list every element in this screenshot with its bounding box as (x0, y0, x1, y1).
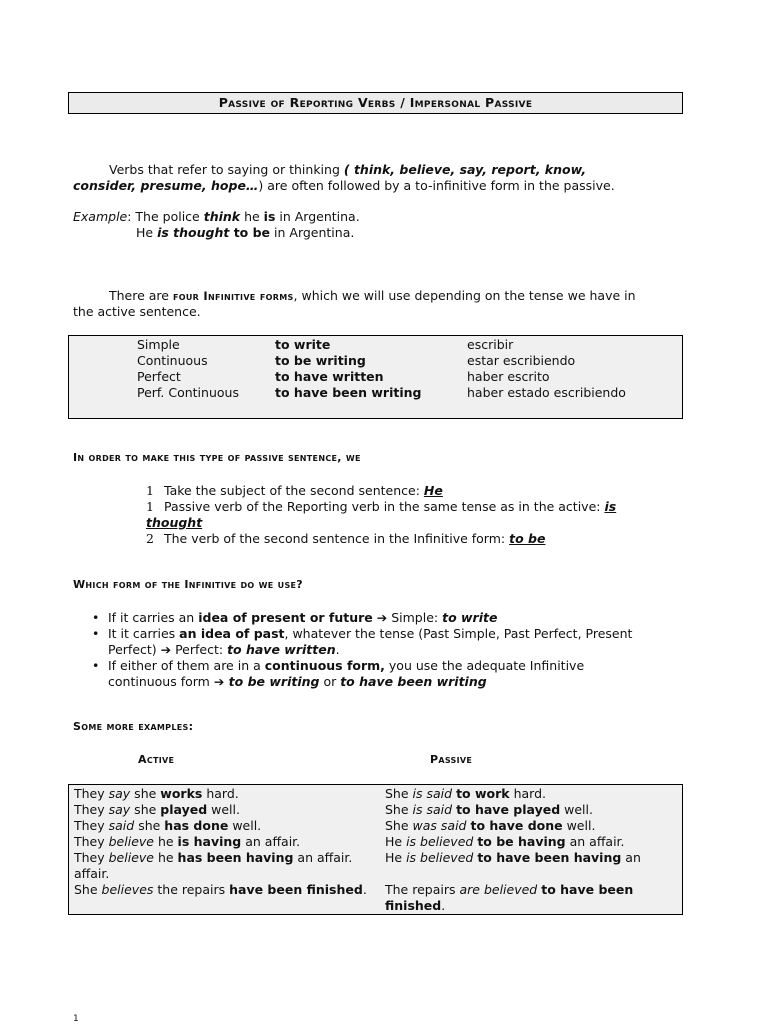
example-to-be: to be (229, 225, 271, 240)
form-spanish: haber estado escribiendo (467, 385, 626, 400)
main-verb: works (160, 786, 203, 801)
reporting-verb: say (108, 786, 131, 801)
passive-heading: Passive (430, 753, 473, 766)
reporting-verb: say (108, 802, 131, 817)
rule-item (90, 626, 680, 658)
t: well. (207, 802, 240, 817)
t: They (74, 850, 109, 865)
t: well. (562, 818, 596, 833)
rule-text: If either of them are in a (108, 658, 265, 673)
passive-verb: was said (412, 818, 467, 833)
passive-column (385, 786, 641, 914)
rule-text: , whatever the tense (Past Simple, Past Perfect, Present (284, 626, 633, 641)
example-is: is (263, 209, 276, 224)
form-name: Simple (137, 337, 180, 352)
step-text: The verb of the second sentence in the Infinitive form: (164, 531, 510, 546)
rules-list (90, 610, 680, 690)
rule-item (90, 610, 680, 626)
form-spanish: escribir (467, 337, 514, 352)
t: she (134, 818, 165, 833)
passive-verb: is believed (406, 850, 474, 865)
reporting-verb: believes (101, 882, 154, 897)
t: . (441, 898, 446, 913)
page-title: Passive of Reporting Verbs / Impersonal Passive (68, 92, 683, 114)
reporting-verb: believe (108, 850, 154, 865)
intro-verbs: ( think, believe, say, report, know, (343, 162, 587, 177)
rule-text: . (335, 642, 340, 657)
step-number: 1 (146, 483, 154, 498)
passive-verb: is said (412, 786, 453, 801)
infinitive: to have been having (477, 850, 622, 865)
active-row (74, 882, 367, 898)
step-emphasis: He (423, 483, 443, 498)
rule-text: you use the adequate Infinitive (384, 658, 585, 673)
rule-text: or (319, 674, 341, 689)
t: an affair. (293, 850, 353, 865)
t: the repairs (153, 882, 230, 897)
forms-row (69, 369, 682, 385)
four-text: , which we will use depending on the tense we have in (293, 288, 636, 303)
t: she (130, 802, 161, 817)
intro-verbs-cont: consider, presume, hope… (73, 178, 259, 193)
forms-row (69, 353, 682, 369)
example-text: he (240, 209, 264, 224)
example-text: in Argentina. (275, 209, 360, 224)
t: He (385, 850, 407, 865)
rule-emphasis: idea of present or future (198, 610, 373, 625)
rule-emphasis: an idea of past (179, 626, 285, 641)
active-row (74, 802, 367, 818)
infinitive: to work (456, 786, 510, 801)
passive-row (385, 802, 641, 818)
step-item (146, 499, 616, 515)
form-value: to have been writing (275, 385, 422, 400)
form-value: to have written (275, 369, 384, 384)
t: an affair. (241, 834, 301, 849)
t: The repairs (385, 882, 460, 897)
t: an affair. (565, 834, 625, 849)
reporting-verb: said (108, 818, 135, 833)
more-examples-heading: Some more examples: (73, 720, 194, 733)
main-verb: has done (164, 818, 229, 833)
main-verb: is having (177, 834, 242, 849)
step-emphasis: is (604, 499, 617, 514)
step-text: Take the subject of the second sentence: (164, 483, 424, 498)
form-value: to write (275, 337, 331, 352)
rule-form: to write (442, 610, 498, 625)
t: he (153, 834, 178, 849)
form-value: to be writing (275, 353, 366, 368)
t: . (362, 882, 367, 897)
passive-verb: are believed (459, 882, 538, 897)
t: an (621, 850, 641, 865)
rule-item (90, 658, 680, 690)
main-verb: played (160, 802, 208, 817)
passive-row (385, 850, 641, 866)
rule-form: ➔ to be writing (213, 674, 320, 689)
example-text: He (136, 225, 158, 240)
example-think: think (203, 209, 241, 224)
step-emphasis: to be (509, 531, 546, 546)
infinitive: to have done (470, 818, 563, 833)
step-number: 2 (146, 531, 154, 546)
step-text: Passive verb of the Reporting verb in the same tense as in the active: (164, 499, 605, 514)
step-item-cont (146, 515, 202, 531)
example-text: in Argentina. (270, 225, 355, 240)
t: hard. (202, 786, 239, 801)
t: well. (228, 818, 262, 833)
passive-row-cont (385, 898, 641, 914)
rule-text: ➔ Simple: (372, 610, 443, 625)
t: She (74, 882, 102, 897)
t: They (74, 834, 109, 849)
active-row (74, 850, 367, 866)
rule-form: to have been writing (340, 674, 487, 689)
order-heading: In order to make this type of passive sentence, we (73, 451, 361, 464)
rule-emphasis: continuous form, (264, 658, 385, 673)
intro-text: Verbs that refer to saying or thinking (109, 162, 344, 177)
example-text: : The police (127, 209, 204, 224)
passive-verb: is believed (406, 834, 474, 849)
t: She (385, 818, 413, 833)
rule-text: If it carries an (108, 610, 199, 625)
t: she (130, 786, 161, 801)
forms-row (69, 337, 682, 353)
infinitive: finished (385, 898, 442, 913)
form-name: Perfect (137, 369, 181, 384)
t: hard. (509, 786, 546, 801)
t: She (385, 802, 413, 817)
form-spanish: estar escribiendo (467, 353, 576, 368)
examples-table (68, 784, 683, 915)
step-item (146, 531, 545, 547)
example-is-thought: is thought (157, 225, 230, 240)
intro-text-end: ) are often followed by a to-infinitive form in the passive. (258, 178, 615, 193)
t: They (74, 802, 109, 817)
active-column (74, 786, 367, 898)
rule-text: Perfect) ➔ Perfect: (108, 642, 228, 657)
example-label: Example (73, 209, 128, 224)
four-forms-label: four Infinitive forms (172, 289, 294, 303)
main-verb: has been having (177, 850, 294, 865)
which-heading: Which form of the Infinitive do we use? (73, 578, 303, 591)
rule-text: continuous form (108, 674, 214, 689)
t: well. (560, 802, 593, 817)
passive-row (385, 818, 641, 834)
step-number: 1 (146, 499, 154, 514)
form-spanish: haber escrito (467, 369, 550, 384)
t: he (153, 850, 178, 865)
active-row (74, 786, 367, 802)
t: They (74, 818, 109, 833)
main-verb: have been finished (229, 882, 363, 897)
four-text: There are (109, 288, 173, 303)
four-text-end: the active sentence. (73, 304, 201, 319)
t: He (385, 834, 407, 849)
four-forms-paragraph (73, 288, 636, 320)
infinitive: to have been (541, 882, 634, 897)
infinitive: to have played (456, 802, 561, 817)
step-emphasis: thought (146, 515, 203, 530)
rule-text: It it carries (108, 626, 180, 641)
forms-row (69, 385, 682, 401)
reporting-verb: believe (108, 834, 154, 849)
t: She (385, 786, 413, 801)
passive-row (385, 786, 641, 802)
infinitive: to be having (477, 834, 566, 849)
example-block (73, 209, 360, 241)
footnote-marker: 1 (73, 1014, 79, 1024)
form-name: Continuous (137, 353, 208, 368)
rule-form: to have written (227, 642, 336, 657)
active-row-cont: affair. (74, 866, 110, 881)
active-row (74, 818, 367, 834)
passive-row (385, 834, 641, 850)
infinitive-forms-table (68, 335, 683, 419)
step-item (146, 483, 443, 499)
t: They (74, 786, 109, 801)
intro-paragraph (73, 162, 693, 194)
form-name: Perf. Continuous (137, 385, 239, 400)
passive-verb: is said (412, 802, 453, 817)
active-row (74, 834, 367, 850)
active-heading: Active (138, 753, 175, 766)
passive-row (385, 882, 641, 898)
